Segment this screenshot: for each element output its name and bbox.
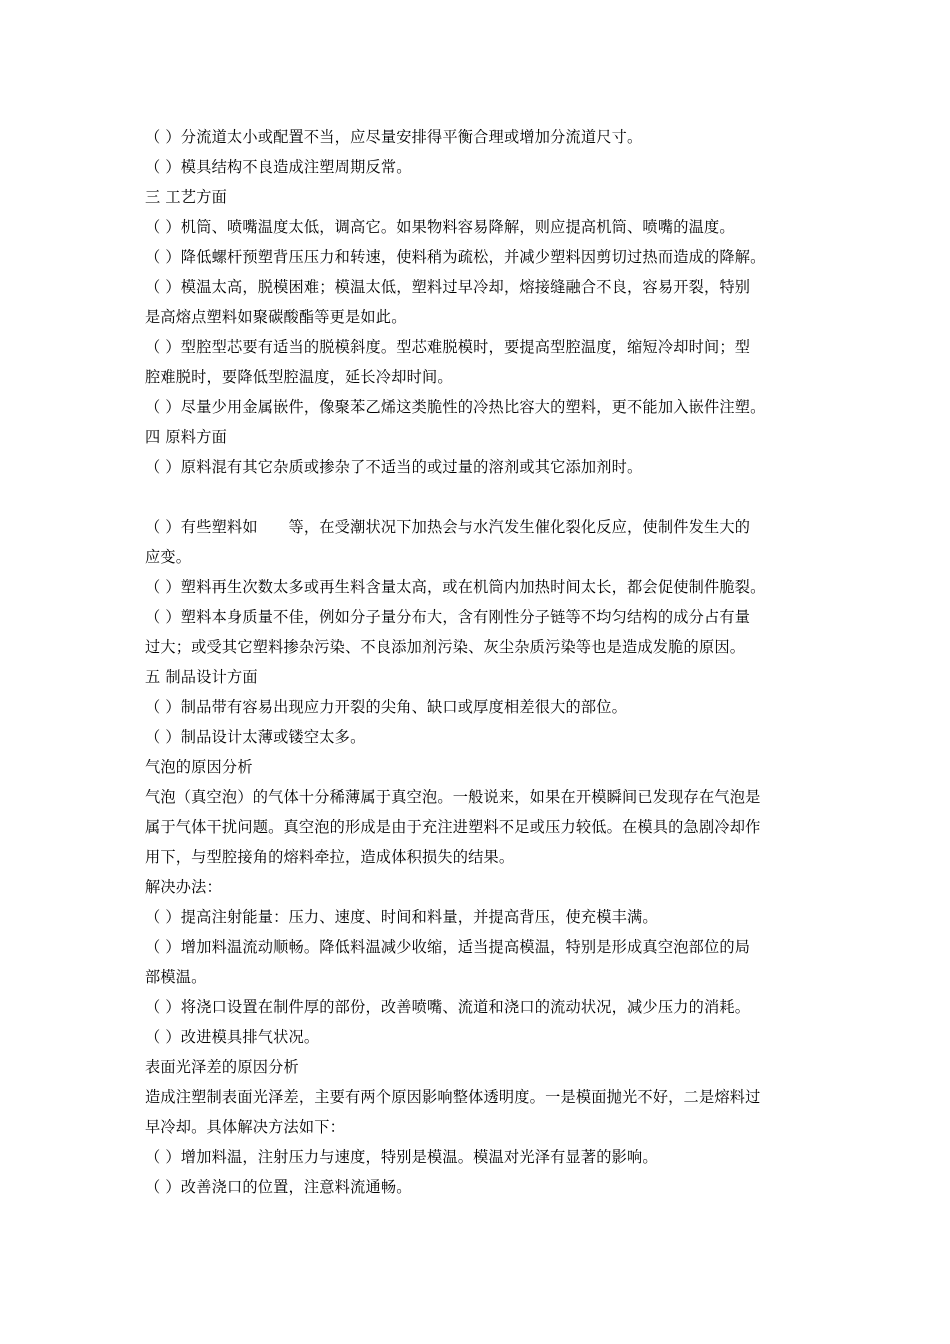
paragraph-line: （ ）模具结构不良造成注塑周期反常。 [145,158,412,176]
paragraph [145,272,810,332]
paragraph-line: （ ）增加料温，注射压力与速度，特别是模温。模温对光泽有显著的影响。 [145,1148,658,1166]
paragraph [145,392,810,422]
section-heading [145,662,810,692]
section-heading [145,752,810,782]
paragraph-line: （ ）型腔型芯要有适当的脱模斜度。型芯难脱模时，要提高型腔温度，缩短冷却时间；型 [145,338,751,356]
paragraph-line: 是高熔点塑料如聚碳酸酯等更是如此。 [145,308,407,326]
paragraph [145,1022,810,1052]
paragraph-line: （ ）模温太高，脱模困难；模温太低，塑料过早冷却，熔接缝融合不良，容易开裂，特别 [145,278,751,296]
paragraph-line: 用下，与型腔接角的熔料牵拉，造成体积损失的结果。 [145,848,515,866]
paragraph [145,1082,810,1142]
paragraph-gap [145,482,810,512]
paragraph [145,992,810,1022]
paragraph [145,902,810,932]
paragraph-line: （ ）制品设计太薄或镂空太多。 [145,728,366,746]
paragraph [145,212,810,242]
document-body [145,122,810,1202]
paragraph-line: （ ）增加料温流动顺畅。降低料温减少收缩，适当提高模温，特别是形成真空泡部位的局 [145,938,751,956]
paragraph [145,242,810,272]
section-heading [145,1052,810,1082]
paragraph-line: （ ）尽量少用金属嵌件，像聚苯乙烯这类脆性的冷热比容大的塑料，更不能加入嵌件注塑。 [145,398,766,416]
paragraph-line: （ ）塑料再生次数太多或再生料含量太高，或在机筒内加热时间太长，都会促使制件脆裂。 [145,578,766,596]
paragraph-line: （ ）提高注射能量：压力、速度、时间和料量，并提高背压，使充模丰满。 [145,908,658,926]
paragraph [145,722,810,752]
paragraph-line: （ ）制品带有容易出现应力开裂的尖角、缺口或厚度相差很大的部位。 [145,698,628,716]
paragraph-line: （ ）塑料本身质量不佳，例如分子量分布大，含有刚性分子链等不均匀结构的成分占有量 [145,608,751,626]
heading-text: 五 制品设计方面 [145,668,258,686]
section-heading [145,422,810,452]
paragraph [145,452,810,482]
paragraph-line: 属于气体干扰问题。真空泡的形成是由于充注进塑料不足或压力较低。在模具的急剧冷却作 [145,818,761,836]
paragraph-line: 腔难脱时，要降低型腔温度，延长冷却时间。 [145,368,453,386]
paragraph-line: （ ）将浇口设置在制件厚的部份，改善喷嘴、流道和浇口的流动状况，减少压力的消耗。 [145,998,751,1016]
paragraph [145,152,810,182]
section-heading [145,182,810,212]
paragraph [145,122,810,152]
paragraph [145,1142,810,1172]
paragraph [145,602,810,662]
heading-text: 气泡的原因分析 [145,758,253,776]
paragraph [145,512,810,572]
paragraph-line: 造成注塑制表面光泽差，主要有两个原因影响整体透明度。一是模面抛光不好，二是熔料过 [145,1088,761,1106]
paragraph [145,932,810,992]
paragraph [145,782,810,872]
paragraph-line: 应变。 [145,548,192,566]
heading-text: 解决办法： [145,878,222,896]
paragraph-line: （ ）机筒、喷嘴温度太低，调高它。如果物料容易降解，则应提高机筒、喷嘴的温度。 [145,218,735,236]
section-heading [145,872,810,902]
paragraph-line: 早冷却。具体解决方法如下： [145,1118,346,1136]
paragraph-line: 气泡（真空泡）的气体十分稀薄属于真空泡。一般说来，如果在开模瞬间已发现存在气泡是 [145,788,761,806]
paragraph-line: （ ）降低螺杆预塑背压压力和转速，使料稍为疏松，并减少塑料因剪切过热而造成的降解。 [145,248,766,266]
paragraph-line: （ ）原料混有其它杂质或掺杂了不适当的或过量的溶剂或其它添加剂时。 [145,458,643,476]
heading-text: 四 原料方面 [145,428,227,446]
paragraph-line: 过大；或受其它塑料掺杂污染、不良添加剂污染、灰尘杂质污染等也是造成发脆的原因。 [145,638,746,656]
paragraph-line: （ ）有些塑料如 等，在受潮状况下加热会与水汽发生催化裂化反应，使制件发生大的 [145,518,751,536]
paragraph-line: 部模温。 [145,968,207,986]
paragraph [145,572,810,602]
paragraph [145,332,810,392]
paragraph-line: （ ）改进模具排气状况。 [145,1028,320,1046]
paragraph-line: （ ）分流道太小或配置不当，应尽量安排得平衡合理或增加分流道尺寸。 [145,128,643,146]
heading-text: 表面光泽差的原因分析 [145,1058,299,1076]
paragraph [145,1172,810,1202]
paragraph-line: （ ）改善浇口的位置，注意料流通畅。 [145,1178,412,1196]
paragraph [145,692,810,722]
heading-text: 三 工艺方面 [145,188,227,206]
